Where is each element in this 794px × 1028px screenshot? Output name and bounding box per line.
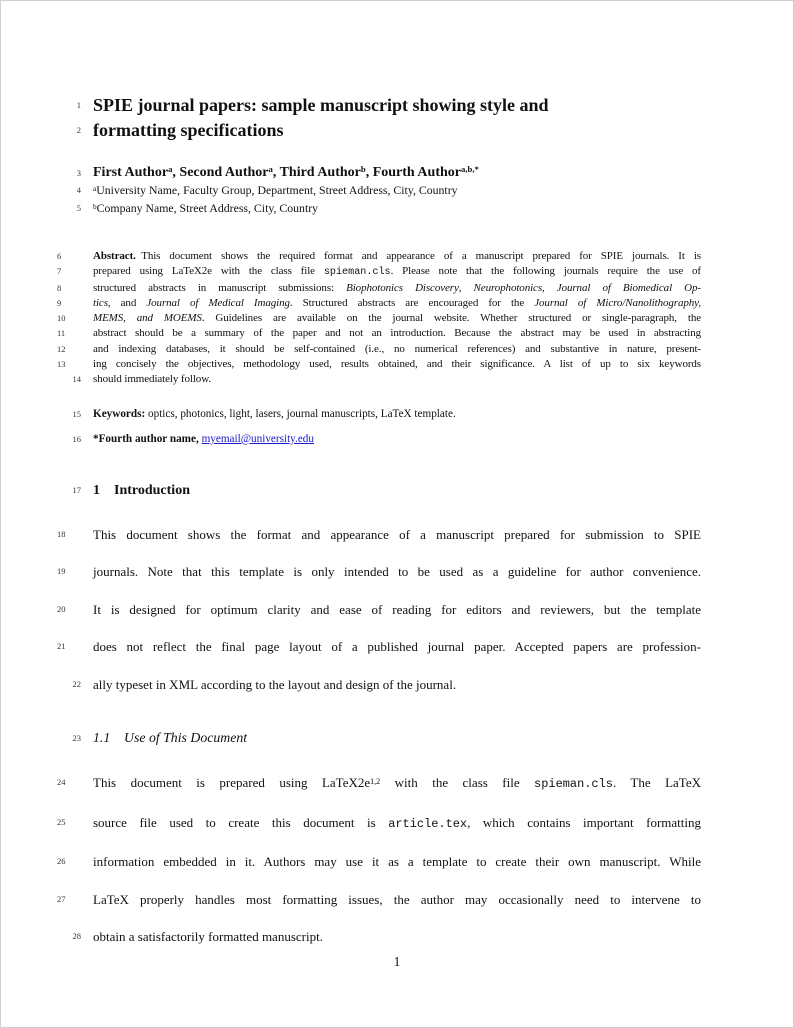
line-number: 2 xyxy=(76,125,81,135)
text-run: It is designed for optimum clarity and ease of reading for editors and reviewers, but the template xyxy=(93,601,701,617)
text-run: , Fourth Author xyxy=(365,165,461,180)
line-19-body xyxy=(57,553,701,591)
line-5-affil xyxy=(76,200,701,218)
text-run: source file used to create this document is xyxy=(93,814,389,830)
superscript: b xyxy=(360,164,366,175)
line-number: 11 xyxy=(57,328,66,339)
text-run: structured abstracts in manuscript submissions: xyxy=(93,281,347,294)
line-number: 17 xyxy=(72,484,81,495)
text-run: MEMS, and MOEMS xyxy=(93,312,202,325)
text-run: , xyxy=(458,281,474,294)
text-run: and indexing databases, it should be self-contained (i.e., no numerical references) and substantive in nature, present- xyxy=(93,342,701,355)
email-link[interactable]: myemail@university.edu xyxy=(201,432,314,445)
line-number: 26 xyxy=(57,856,66,867)
text-run: LaTeX properly handles most formatting issues, the author may occasionally need to intervene to xyxy=(93,891,701,907)
line-17-h1 xyxy=(72,481,701,500)
superscript: 1,2 xyxy=(370,776,381,786)
line-number: 24 xyxy=(57,777,66,788)
line-12-abstract xyxy=(57,342,701,357)
text-run: , and xyxy=(107,296,147,309)
text-run: article.tex xyxy=(388,816,468,831)
text-run: spieman.cls xyxy=(323,267,391,279)
text-run: 1 Introduction xyxy=(93,482,190,498)
line-8-abstract xyxy=(57,281,701,296)
line-number: 27 xyxy=(57,893,66,904)
line-25-body xyxy=(57,804,702,844)
line-20-body xyxy=(57,591,701,629)
text-run: , Third Author xyxy=(272,165,361,180)
line-2-title xyxy=(76,118,701,143)
superscript: a,b,* xyxy=(461,164,479,175)
line-11-abstract xyxy=(57,326,701,341)
text-run: ally typeset in XML according to the layout and design of the journal. xyxy=(93,676,457,692)
line-number: 21 xyxy=(57,641,66,652)
line-number: 4 xyxy=(76,185,81,195)
line-number: 16 xyxy=(72,433,81,444)
text-run: First Author xyxy=(93,165,169,180)
line-number: 22 xyxy=(72,678,81,689)
line-number: 9 xyxy=(57,297,62,308)
line-16-corresp xyxy=(72,431,701,447)
text-run: . The LaTeX xyxy=(612,775,701,791)
line-26-body xyxy=(57,843,701,881)
text-run: obtain a satisfactorily formatted manuscript. xyxy=(93,929,323,945)
line-number: 1 xyxy=(76,100,81,110)
line-number: 8 xyxy=(57,282,62,293)
line-number: 12 xyxy=(57,343,66,354)
line-number: 7 xyxy=(57,266,62,277)
text-run: Neurophotonics xyxy=(473,281,543,294)
line-13-abstract xyxy=(57,357,701,372)
line-4-affil xyxy=(76,182,701,200)
text-run: SPIE journal papers: sample manuscript showing style and xyxy=(93,95,549,115)
text-run: ing concisely the objectives, methodology used, results obtained, and their significance. A list of up to six keywords xyxy=(93,358,701,371)
superscript: a xyxy=(168,164,173,175)
text-run: , xyxy=(542,281,557,294)
line-21-body xyxy=(57,628,701,666)
text-run: Journal of Micro/Nanolithography, xyxy=(534,296,701,309)
line-number: 3 xyxy=(76,168,81,178)
text-run: Company Name, Street Address, City, Country xyxy=(96,201,319,215)
text-run: *Fourth author name, xyxy=(93,432,202,445)
line-22-body xyxy=(72,666,701,704)
line-number: 20 xyxy=(57,603,66,614)
line-23-h2 xyxy=(72,728,701,748)
text-run: Keywords: xyxy=(93,407,146,420)
superscript: a xyxy=(268,164,273,175)
text-run: journals. Note that this template is only intended to be used as a guideline for author convenience. xyxy=(93,564,701,580)
text-run: Abstract. xyxy=(93,250,136,262)
text-run: tics xyxy=(93,296,108,309)
page-number: 1 xyxy=(393,954,401,969)
line-1-title xyxy=(76,93,701,118)
line-number: 28 xyxy=(72,931,81,942)
text-run: Biophotonics Discovery xyxy=(346,281,459,294)
text-run: . Please note that the following journals require the use of xyxy=(390,265,701,278)
line-18-body xyxy=(57,516,701,554)
line-15-keywords xyxy=(72,406,701,422)
text-run: does not reflect the final page layout of a published journal paper. Accepted papers are profession- xyxy=(93,639,701,655)
line-number: 15 xyxy=(72,408,81,419)
line-14-abstract xyxy=(72,372,701,387)
text-run: Journal of Medical Imaging xyxy=(146,296,290,309)
text-run: . Guidelines are available on the journal website. Whether structured or single-paragraph, the xyxy=(201,312,701,325)
line-number: 5 xyxy=(76,203,81,213)
text-run: abstract should be a summary of the paper and not an introduction. Because the abstract may be used in abstracting xyxy=(93,327,701,340)
text-run: formatting specifications xyxy=(93,120,284,140)
text-run: University Name, Faculty Group, Department, Street Address, City, Country xyxy=(96,183,458,197)
text-run: spieman.cls xyxy=(534,777,613,792)
line-number: 19 xyxy=(57,566,66,577)
line-28-body xyxy=(72,918,701,956)
line-7-abstract xyxy=(57,264,701,280)
text-run: This document shows the required format and appearance of a manuscript prepared for SPIE journals. It is xyxy=(135,250,701,262)
line-6-abstract xyxy=(57,249,701,264)
line-number: 18 xyxy=(57,528,66,539)
line-27-body xyxy=(57,881,701,919)
text-run: , which contains important formatting xyxy=(467,814,702,830)
line-number: 25 xyxy=(57,816,66,827)
text-run: . Structured abstracts are encouraged for the xyxy=(289,296,535,309)
text-run: This document is prepared using LaTeX2e xyxy=(93,775,371,791)
text-run: information embedded in it. Authors may use it as a template to create their own manuscript. While xyxy=(93,854,701,870)
line-24-body xyxy=(57,764,701,804)
text-run: , Second Author xyxy=(172,165,269,180)
text-run: prepared using LaTeX2e with the class file xyxy=(93,265,324,278)
line-number: 23 xyxy=(72,733,81,744)
text-run: optics, photonics, light, lasers, journal manuscripts, LaTeX template. xyxy=(145,407,456,420)
superscript: a xyxy=(93,183,97,193)
line-number: 13 xyxy=(57,359,66,370)
line-number: 10 xyxy=(57,313,66,324)
text-run: 1.1 Use of This Document xyxy=(93,730,248,746)
text-run: This document shows the format and appearance of a manuscript prepared for submission to SPIE xyxy=(93,526,701,542)
line-3-authors xyxy=(76,164,701,182)
text-run: with the class file xyxy=(380,775,535,791)
line-9-abstract xyxy=(57,296,701,311)
line-10-abstract xyxy=(57,311,701,326)
manuscript-lines xyxy=(57,1,702,956)
text-run: Journal of Biomedical Op- xyxy=(556,281,701,294)
text-run: should immediately follow. xyxy=(93,373,211,386)
line-number: 14 xyxy=(72,374,81,385)
superscript: b xyxy=(93,201,97,211)
line-number: 6 xyxy=(57,251,62,261)
